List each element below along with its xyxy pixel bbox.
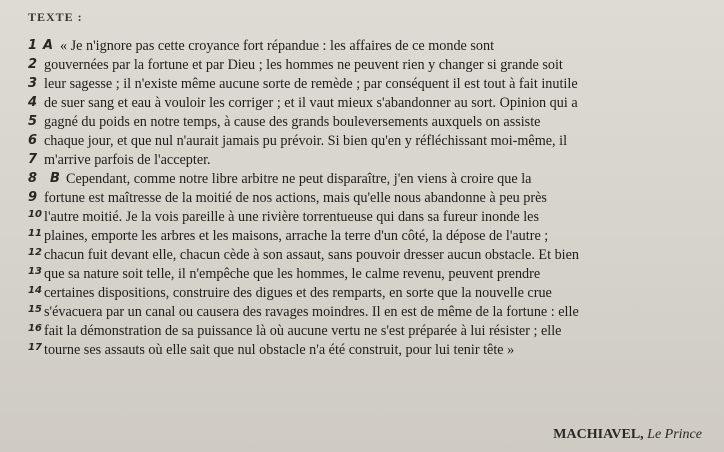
- line-number: 5: [28, 114, 38, 129]
- line-number: 14: [28, 285, 42, 296]
- line-number: 15: [28, 304, 42, 315]
- text-line-9: fortune est maîtresse de la moitié de nos actions, mais qu'elle nous abandonne à peu près: [44, 190, 547, 206]
- text-line-15: s'évacuera par un canal ou causera des ravages moindres. Il en est de même de la fortune : elle: [44, 304, 579, 320]
- text-line-11: plaines, emporte les arbres et les maisons, arrache la terre d'un côté, la dépose de l'autre ;: [44, 228, 549, 244]
- text-line-7: m'arrive parfois de l'accepter.: [44, 152, 211, 168]
- line-number: 1: [28, 38, 38, 53]
- paragraph-mark: B: [50, 171, 60, 186]
- text-line-12: chacun fuit devant elle, chacun cède à son assaut, sans pouvoir dresser aucun obstacle. Et bien: [44, 247, 579, 263]
- paragraph-mark: A: [43, 38, 54, 53]
- line-number: 13: [28, 266, 42, 277]
- text-line-10: l'autre moitié. Je la vois pareille à une rivière torrentueuse qui dans sa fureur inonde les: [44, 209, 540, 225]
- text-line-16: fait la démonstration de sa puissance là où aucune vertu ne s'est préparée à lui résister ; elle: [44, 323, 562, 339]
- text-line-4: de suer sang et eau à vouloir les corriger ; et il vaut mieux s'abandonner au sort. Opinion qui a: [44, 95, 578, 111]
- text-line-6: chaque jour, et que nul n'aurait jamais pu prévoir. Si bien qu'en y réfléchissant moi-même, il: [44, 133, 568, 149]
- line-number: 10: [28, 209, 42, 220]
- author-name: MACHIAVEL,: [553, 427, 644, 442]
- signature: [553, 427, 702, 443]
- line-number: 11: [28, 228, 42, 239]
- text-line-14: certaines dispositions, construire des digues et des remparts, en sorte que la nouvelle crue: [44, 285, 552, 301]
- line-number: 7: [28, 152, 38, 167]
- line-number: 4: [28, 95, 38, 110]
- line-number: 3: [28, 76, 38, 91]
- text-line-3: leur sagesse ; il n'existe même aucune sorte de remède ; par conséquent il est tout à fait inutile: [44, 76, 578, 92]
- text-line-8: Cependant, comme notre libre arbitre ne peut disparaître, j'en viens à croire que la: [66, 171, 532, 187]
- line-number: 16: [28, 323, 42, 334]
- line-number: 17: [28, 342, 42, 353]
- line-number: 8: [28, 171, 38, 186]
- work-title: Le Prince: [647, 427, 702, 442]
- text-line-2: gouvernées par la fortune et par Dieu ; les hommes ne peuvent rien y changer si grande soit: [44, 57, 563, 73]
- text-line-5: gagné du poids en notre temps, à cause des grands bouleversements auxquels on assiste: [44, 114, 541, 130]
- line-number: 9: [28, 190, 38, 205]
- text-heading: TEXTE :: [28, 10, 83, 24]
- text-line-13: que sa nature soit telle, il n'empêche que les hommes, le calme revenu, peuvent prendre: [44, 266, 541, 282]
- line-number: 2: [28, 57, 38, 72]
- text-line-1: « Je n'ignore pas cette croyance fort répandue : les affaires de ce monde sont: [60, 38, 495, 54]
- line-number: 6: [28, 133, 38, 148]
- line-number: 12: [28, 247, 42, 258]
- text-line-17: tourne ses assauts où elle sait que nul obstacle n'a été construit, pour lui tenir tête »: [44, 342, 515, 358]
